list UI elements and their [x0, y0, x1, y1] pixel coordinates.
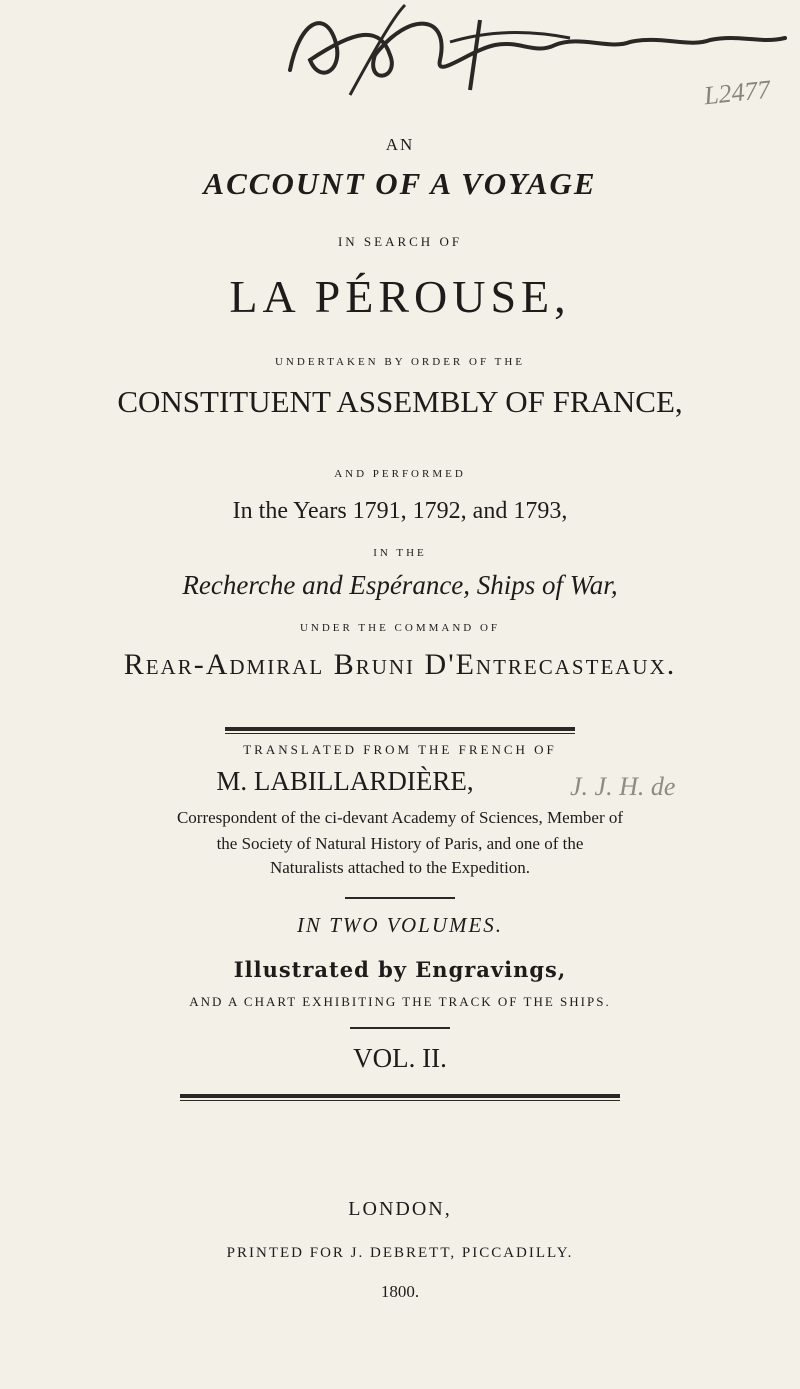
in-search-of: IN SEARCH OF: [337, 234, 463, 249]
imprint-year: 1800.: [380, 1282, 420, 1301]
years-line: In the Years 1791, 1792, and 1793,: [232, 498, 568, 524]
chart-note: AND A CHART EXHIBITING THE TRACK OF THE SHIPS.: [189, 994, 611, 1009]
admiral-line: Rear-Admiral Bruni D'Entrecasteaux.: [123, 648, 677, 681]
divider-rule: [225, 727, 575, 731]
imprint-place: LONDON,: [348, 1198, 452, 1220]
bottom-rule: [180, 1094, 620, 1098]
small-rule: [345, 897, 455, 899]
author-name: M. LABILLARDIÈRE,: [216, 766, 474, 796]
illustrated-line: Illustrated by Engravings,: [233, 957, 567, 982]
ships-line: Recherche and Espérance, Ships of War,: [182, 570, 618, 600]
author-desc-2: the Society of Natural History of Paris, and one of the: [216, 834, 584, 853]
under-command-line: UNDER THE COMMAND OF: [299, 622, 501, 634]
shelfmark-annotation: L2477: [702, 74, 772, 111]
author-handwritten-note: J. J. H. de: [570, 772, 676, 801]
in-the-line: IN THE: [373, 547, 427, 559]
performed-line: AND PERFORMED: [334, 468, 466, 480]
ownership-signature: [150, 0, 790, 110]
volumes-line: IN TWO VOLUMES.: [296, 913, 504, 937]
author-desc-3: Naturalists attached to the Expedition.: [269, 858, 531, 877]
subject-name: LA PÉROUSE,: [229, 271, 571, 322]
assembly-line: CONSTITUENT ASSEMBLY OF FRANCE,: [117, 384, 683, 419]
translated-line: TRANSLATED FROM THE FRENCH OF: [243, 742, 557, 757]
imprint-printer: PRINTED FOR J. DEBRETT, PICCADILLY.: [226, 1245, 574, 1261]
main-title: ACCOUNT OF A VOYAGE: [203, 166, 597, 201]
undertaken-line: UNDERTAKEN BY ORDER OF THE: [274, 356, 525, 368]
volume-number: VOL. II.: [353, 1043, 447, 1073]
small-rule-2: [350, 1027, 450, 1029]
divider-rule-thin: [225, 733, 575, 734]
an-label: AN: [385, 135, 415, 154]
bottom-rule-thin: [180, 1100, 620, 1101]
author-desc-1: Correspondent of the ci-devant Academy of Sciences, Member of: [176, 808, 624, 827]
